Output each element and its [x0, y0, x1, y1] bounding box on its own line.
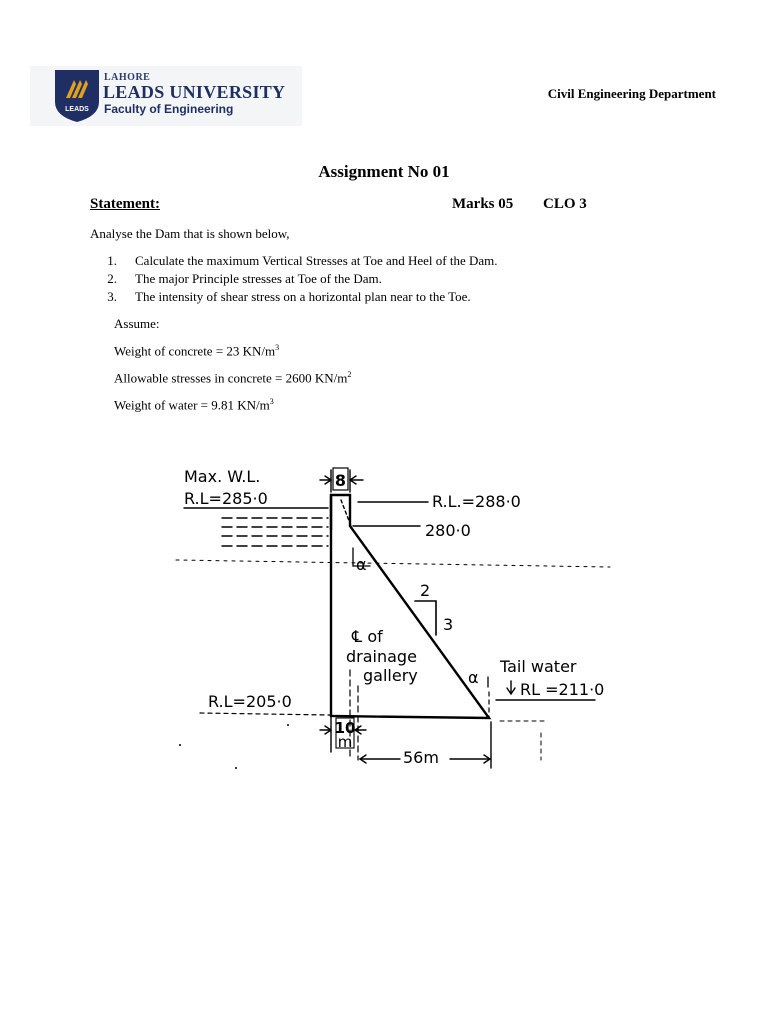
- gallery-distance-unit: m: [337, 733, 353, 751]
- max-wl-label: Max. W.L.: [184, 467, 261, 486]
- task-number: 2.: [107, 271, 117, 286]
- rl-285-label: R.L=285·0: [184, 489, 268, 508]
- reservoir-water: [222, 518, 328, 546]
- intro-text: Analyse the Dam that is shown below,: [90, 226, 290, 241]
- task-text: The major Principle stresses at Toe of the Dam.: [135, 271, 382, 286]
- shield-text: LEADS: [65, 106, 89, 113]
- allowable-stress: [114, 370, 351, 397]
- base-width-label: 56m: [403, 748, 439, 767]
- assume-label: Assume:: [114, 316, 160, 331]
- slope-vertical-label: 3: [443, 615, 454, 634]
- university-logo: [30, 66, 302, 126]
- water-weight-sup: 3: [269, 397, 274, 406]
- marks-label: Marks 05: [452, 196, 514, 212]
- drainage-label: drainage: [346, 647, 417, 666]
- shield-icon: [52, 68, 102, 124]
- alpha-toe-label: α: [468, 668, 479, 687]
- task-number: 1.: [107, 253, 117, 268]
- task-text: Calculate the maximum Vertical Stresses at Toe and Heel of the Dam.: [135, 253, 498, 268]
- allowable-stress-sup: 2: [347, 370, 352, 379]
- gallery-label: gallery: [363, 666, 418, 685]
- department-name: Civil Engineering Department: [547, 86, 716, 101]
- concrete-weight-sup: 3: [275, 343, 280, 352]
- rl-205-label: R.L=205·0: [208, 692, 292, 711]
- list-item: [92, 288, 498, 306]
- statement-label: Statement:: [90, 196, 160, 212]
- rl-211-label: RL =211·0: [520, 680, 605, 699]
- assumptions: [114, 316, 351, 424]
- clo-label: CLO 3: [543, 196, 587, 212]
- gallery-cl-label: ℄ of: [352, 627, 383, 646]
- water-weight-text: Weight of water = 9.81 KN/m: [114, 397, 270, 413]
- slope-horizontal-label: 2: [420, 581, 431, 600]
- rl-288-label: R.L.=288·0: [432, 492, 521, 511]
- water-weight: [114, 397, 351, 424]
- allowable-stress-text: Allowable stresses in concrete = 2600 KN/m: [114, 370, 348, 386]
- gallery-distance-label: 10: [334, 719, 356, 737]
- task-text: The intensity of shear stress on a horizontal plan near to the Toe.: [135, 289, 471, 304]
- task-number: 3.: [107, 289, 117, 304]
- concrete-weight: [114, 343, 351, 370]
- logo-faculty: Faculty of Engineering: [104, 102, 234, 116]
- top-width-label: 8: [334, 471, 347, 490]
- dam-diagram: [170, 430, 630, 785]
- concrete-weight-text: Weight of concrete = 23 KN/m: [114, 343, 276, 359]
- logo-university-name: LEADS UNIVERSITY: [103, 82, 286, 102]
- tail-water-label: Tail water: [500, 657, 577, 676]
- alpha-top-label: α: [356, 555, 367, 574]
- task-list: [92, 252, 498, 306]
- logo-city: LAHORE: [104, 72, 151, 83]
- list-item: [92, 252, 498, 270]
- el-280-label: 280·0: [425, 521, 471, 540]
- assignment-title: Assignment No 01: [318, 162, 450, 181]
- list-item: [92, 270, 498, 288]
